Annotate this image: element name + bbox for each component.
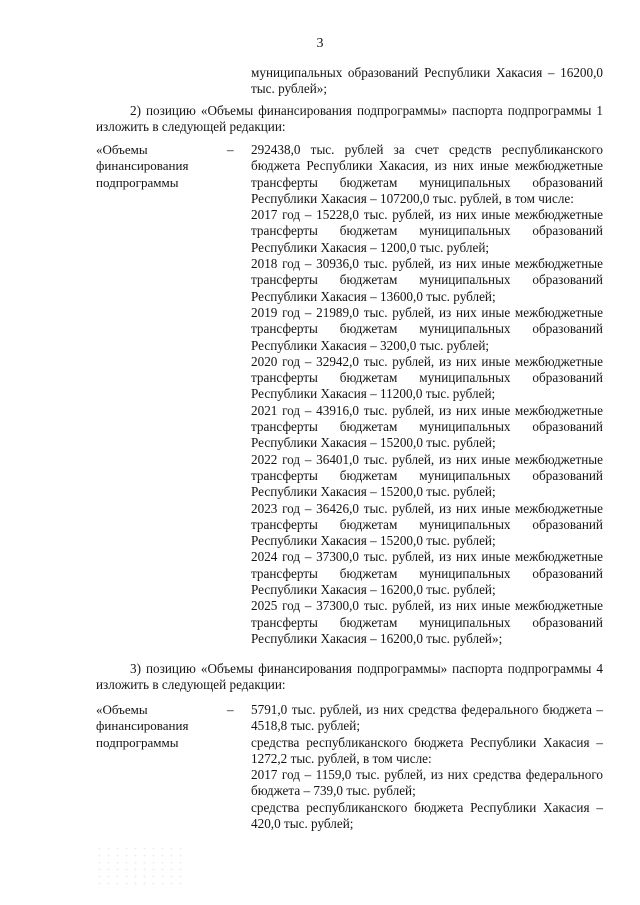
item-2-year-2018: 2018 год – 30936,0 тыс. рублей, из них иные межбюджетные трансферты бюджетам муниципальных образований Республики Хакасия – 13600,0 тыс. рублей;	[251, 256, 603, 304]
item-3-year-2017-regional: средства республиканского бюджета Республики Хакасия – 420,0 тыс. рублей;	[251, 799, 603, 832]
item-3-year-2017: 2017 год – 1159,0 тыс. рублей, из них средства федерального бюджета – 739,0 тыс. рублей;	[251, 767, 603, 799]
item-3-regional-total: средства республиканского бюджета Республики Хакасия – 1272,2 тыс. рублей, в том числе:	[251, 734, 603, 766]
item-2-paragraph: 2) позицию «Объемы финансирования подпрограммы» паспорта подпрограммы 1 изложить в следующей редакции:	[96, 103, 603, 135]
item-2-year-2017: 2017 год – 15228,0 тыс. рублей, из них иные межбюджетные трансферты бюджетам муниципальных образований Республики Хакасия – 1200,0 тыс. рублей;	[251, 207, 603, 255]
item-2-year-2019: 2019 год – 21989,0 тыс. рублей, из них иные межбюджетные трансферты бюджетам муниципальных образований Республики Хакасия – 3200,0 тыс. рублей;	[251, 304, 603, 353]
item-2-year-2024: 2024 год – 37300,0 тыс. рублей, из них иные межбюджетные трансферты бюджетам муниципальных образований Республики Хакасия – 16200,0 тыс. рублей;	[251, 549, 603, 598]
item-2-year-2023: 2023 год – 36426,0 тыс. рублей, из них иные межбюджетные трансферты бюджетам муниципальных образований Республики Хакасия – 15200,0 тыс. рублей;	[251, 500, 603, 549]
item-2-label: «Объемы финансирования подпрограммы	[96, 142, 189, 190]
top-continuation: муниципальных образований Республики Хакасия – 16200,0 тыс. рублей»;	[251, 65, 603, 97]
item-2-dash: –	[227, 142, 234, 157]
item-3-content	[251, 702, 603, 832]
item-3-total: 5791,0 тыс. рублей, из них средства федерального бюджета – 4518,8 тыс. рублей;	[251, 702, 603, 734]
item-2-year-2021: 2021 год – 43916,0 тыс. рублей, из них иные межбюджетные трансферты бюджетам муниципальных образований Республики Хакасия – 15200,0 тыс. рублей;	[251, 402, 603, 451]
item-2-year-2022: 2022 год – 36401,0 тыс. рублей, из них иные межбюджетные трансферты бюджетам муниципальных образований Республики Хакасия – 15200,0 тыс. рублей;	[251, 451, 603, 500]
item-3-dash: –	[227, 702, 234, 717]
item-2-year-2020: 2020 год – 32942,0 тыс. рублей, из них иные межбюджетные трансферты бюджетам муниципальных образований Республики Хакасия – 11200,0 тыс. рублей;	[251, 353, 603, 402]
scan-speckle	[95, 845, 185, 885]
page-number: 3	[316, 36, 324, 51]
item-2-total: 292438,0 тыс. рублей за счет средств республиканского бюджета Республики Хакасия, из них иные межбюджетные трансферты бюджетам муниципальных образований Республики Хакасия – 107200,0 тыс. рублей, в том числе:	[251, 142, 603, 206]
item-3-paragraph: 3) позицию «Объемы финансирования подпрограммы» паспорта подпрограммы 4 изложить в следующей редакции:	[96, 661, 603, 693]
item-3-label: «Объемы финансирования подпрограммы	[96, 702, 189, 750]
item-2-year-2025: 2025 год – 37300,0 тыс. рублей, из них иные межбюджетные трансферты бюджетам муниципальных образований Республики Хакасия – 16200,0 тыс. рублей»;	[251, 598, 603, 646]
item-2-content	[251, 142, 603, 647]
